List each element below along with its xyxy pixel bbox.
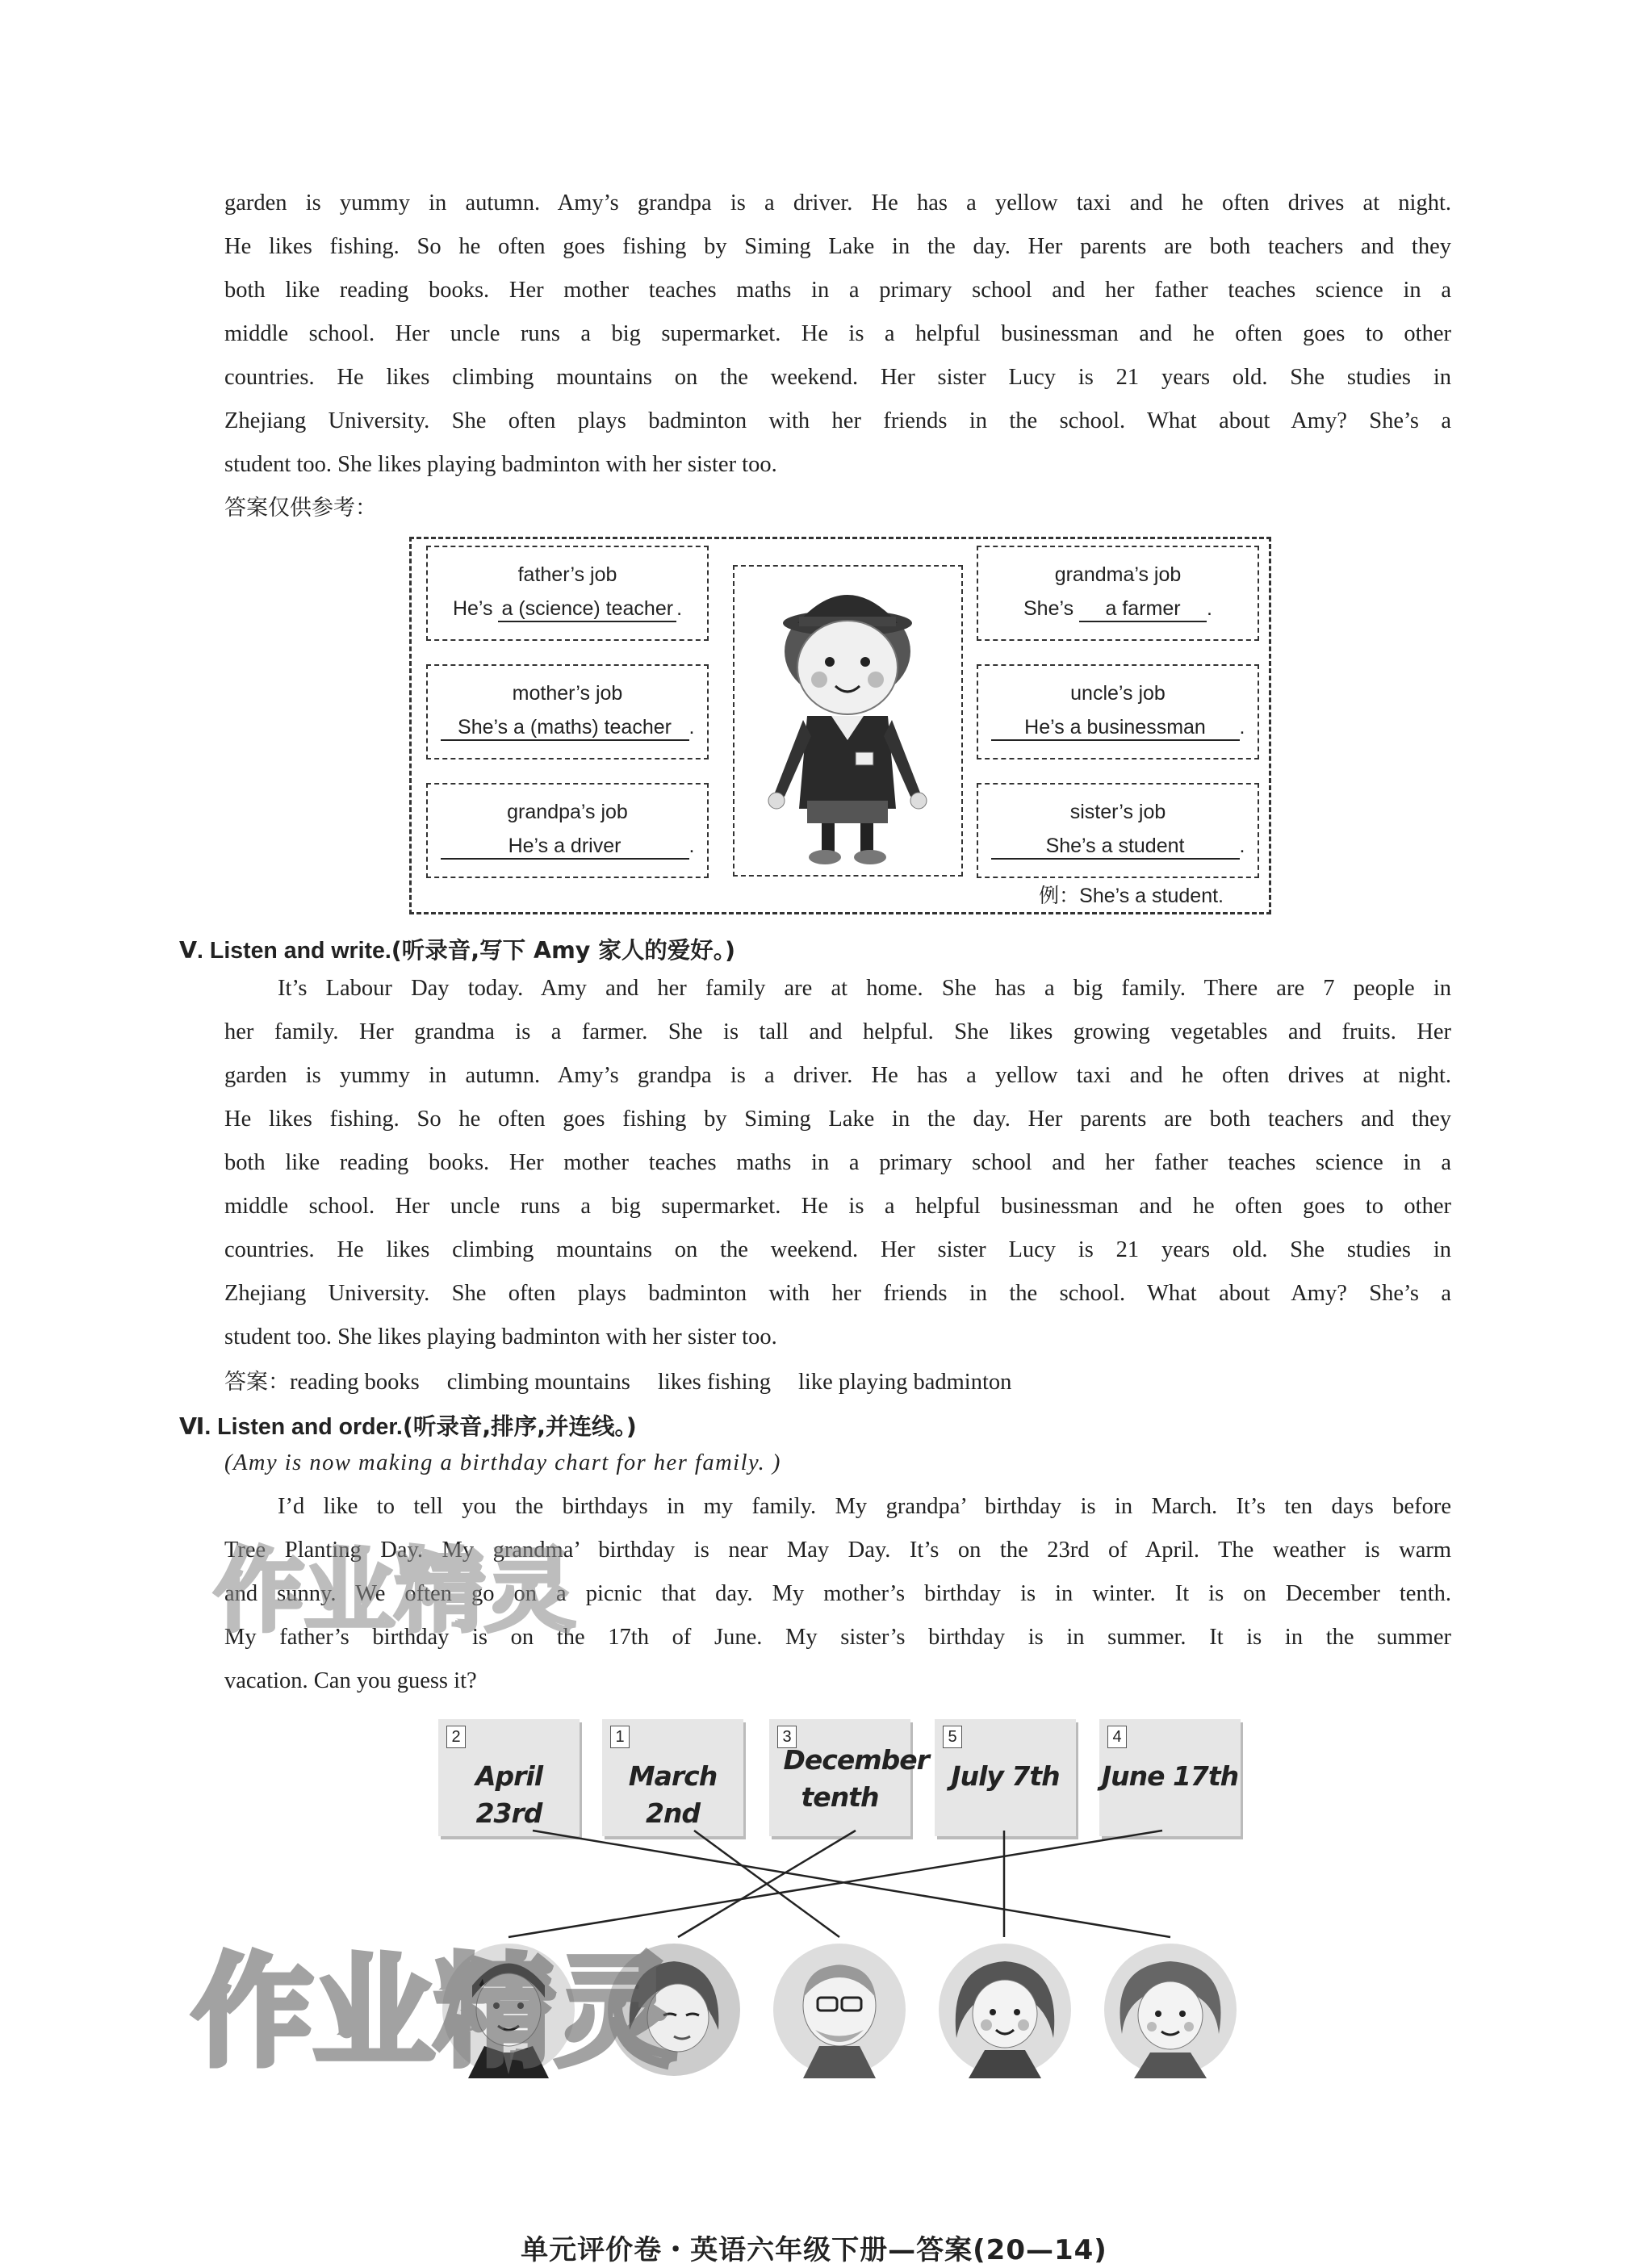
grandpa-job-title: grandpa’s job: [507, 801, 628, 823]
sister-job-punct: .: [1239, 835, 1245, 857]
section-6-title: Listen and order.: [217, 1414, 403, 1440]
passage-line: middle school. Her uncle runs a big supermarket. He is a helpful businessman and he often goes to other: [224, 321, 1451, 346]
father-face-illustration: [440, 1941, 577, 2078]
answer-item: climbing mountains: [446, 1370, 630, 1395]
passage-line: both like reading books. Her mother teaches maths in a primary school and her father teaches science in a: [224, 278, 1451, 303]
passage-line: It’s Labour Day today. Amy and her family are at home. She has a big family. There are 7 people in: [278, 976, 1451, 1001]
section-6-title-cn: (听录音,排序,并连线。): [402, 1413, 637, 1440]
card-order-number: 4: [1107, 1726, 1127, 1748]
passage-line: her family. Her grandma is a farmer. She is tall and helpful. She likes growing vegetables and fruits. Her: [224, 1019, 1451, 1044]
passage-line: student too. She likes playing badminton with her sister too.: [224, 1324, 777, 1350]
passage-line: Zhejiang University. She often plays badminton with her friends in the school. What about Amy? She’s a: [224, 408, 1451, 433]
father-job-prefix: He’s: [452, 597, 493, 620]
section-6-numeral: Ⅵ.: [179, 1414, 211, 1440]
answer-item: reading books: [290, 1370, 420, 1395]
job-chart-example: 例：She’s a student.: [1039, 885, 1224, 907]
card-order-number: 1: [610, 1726, 630, 1748]
passage-line: Tree Planting Day. My grandma’ birthday is near May Day. It’s on the 23rd of April. The weather is warm: [224, 1538, 1451, 1563]
mother-job-answer: She’s a (maths) teacher: [441, 716, 689, 741]
sister-job-answer: She’s a student: [991, 835, 1240, 860]
svg-text:作业精灵: 作业精灵: [192, 1943, 677, 2083]
passage-line: student too. She likes playing badminton with her sister too.: [224, 452, 777, 477]
passage-line: countries. He likes climbing mountains on the weekend. Her sister Lucy is 21 years old. She studies in: [224, 365, 1451, 390]
passage-line: both like reading books. Her mother teaches maths in a primary school and her father teaches science in a: [224, 1150, 1451, 1175]
grandma-job-punct: .: [1207, 597, 1212, 620]
match-line: [678, 1831, 856, 1937]
passage-line: middle school. Her uncle runs a big supermarket. He is a helpful businessman and he often goes to other: [224, 1194, 1451, 1219]
grandma-job-answer: a farmer: [1079, 597, 1207, 622]
grandma-face-illustration: [1102, 1941, 1239, 2078]
grandpa-job-answer: He’s a driver: [441, 835, 689, 860]
mother-job-title: mother’s job: [512, 682, 623, 705]
uncle-job-punct: .: [1239, 716, 1245, 739]
passage-line: countries. He likes climbing mountains on the weekend. Her sister Lucy is 21 years old. She studies in: [224, 1237, 1451, 1262]
section-5-title-cn: (听录音,写下 Amy 家人的爱好。): [391, 937, 736, 964]
passage-line: My father’s birthday is on the 17th of June. My sister’s birthday is in summer. It is in the summer: [224, 1625, 1451, 1650]
father-job-punct: .: [676, 597, 683, 620]
grandma-job-prefix: She’s: [1023, 597, 1074, 620]
grandma-job-title: grandma’s job: [1054, 563, 1182, 586]
mother-face-illustration: [605, 1941, 743, 2078]
card-date: December tenth: [783, 1744, 929, 1813]
match-line: [508, 1831, 1162, 1937]
section-5-numeral: Ⅴ.: [179, 938, 203, 964]
sister-job-title: sister’s job: [1069, 801, 1166, 823]
card-date: March 2nd: [628, 1760, 718, 1829]
section-6-note: (Amy is now making a birthday chart for her family. ): [224, 1450, 781, 1475]
svg-text:作业精灵: 作业精灵: [214, 1539, 575, 1644]
card-date: July 7th: [951, 1760, 1060, 1792]
passage-line: He likes fishing. So he often goes fishing by Siming Lake in the day. Her parents are both teachers and they: [224, 234, 1451, 259]
passage-line: He likes fishing. So he often goes fishing by Siming Lake in the day. Her parents are both teachers and they: [224, 1107, 1451, 1132]
sister-face-illustration: [936, 1941, 1073, 2078]
page-footer: 单元评价卷・英语六年级下册—答案(20—14): [521, 2234, 1107, 2266]
grandpa-face-illustration: [771, 1941, 908, 2078]
grandpa-job-punct: .: [688, 835, 695, 857]
uncle-job-answer: He’s a businessman: [991, 716, 1240, 741]
passage-line: I’d like to tell you the birthdays in my family. My grandpa’ birthday is in March. It’s ten days before: [278, 1494, 1451, 1519]
passage-line: and sunny. We often go on a picnic that day. My mother’s birthday is in winter. It is on December tenth.: [224, 1581, 1451, 1606]
reference-answer-label: 答案仅供参考：: [224, 496, 377, 521]
mother-job-punct: .: [688, 716, 695, 739]
father-job-title: father’s job: [517, 563, 617, 586]
passage-line: Zhejiang University. She often plays badminton with her friends in the school. What about Amy? She’s a: [224, 1281, 1451, 1306]
answer-label: 答案：: [224, 1370, 290, 1395]
match-line: [533, 1831, 1170, 1937]
section-5-title: Listen and write.: [209, 938, 391, 964]
father-job-answer: a (science) teacher: [498, 597, 676, 622]
card-order-number: 3: [777, 1726, 797, 1748]
card-date: June 17th: [1101, 1760, 1239, 1792]
passage-line: garden is yummy in autumn. Amy’s grandpa is a driver. He has a yellow taxi and he often drives at night.: [224, 190, 1451, 216]
passage-line: vacation. Can you guess it?: [224, 1668, 477, 1693]
answer-item: likes fishing: [657, 1370, 772, 1395]
answer-item: like playing badminton: [798, 1370, 1012, 1395]
uncle-job-title: uncle’s job: [1070, 682, 1166, 705]
card-order-number: 5: [943, 1726, 962, 1748]
passage-line: garden is yummy in autumn. Amy’s grandpa is a driver. He has a yellow taxi and he often drives at night.: [224, 1063, 1451, 1088]
card-date: April 23rd: [475, 1760, 543, 1829]
card-order-number: 2: [446, 1726, 466, 1748]
